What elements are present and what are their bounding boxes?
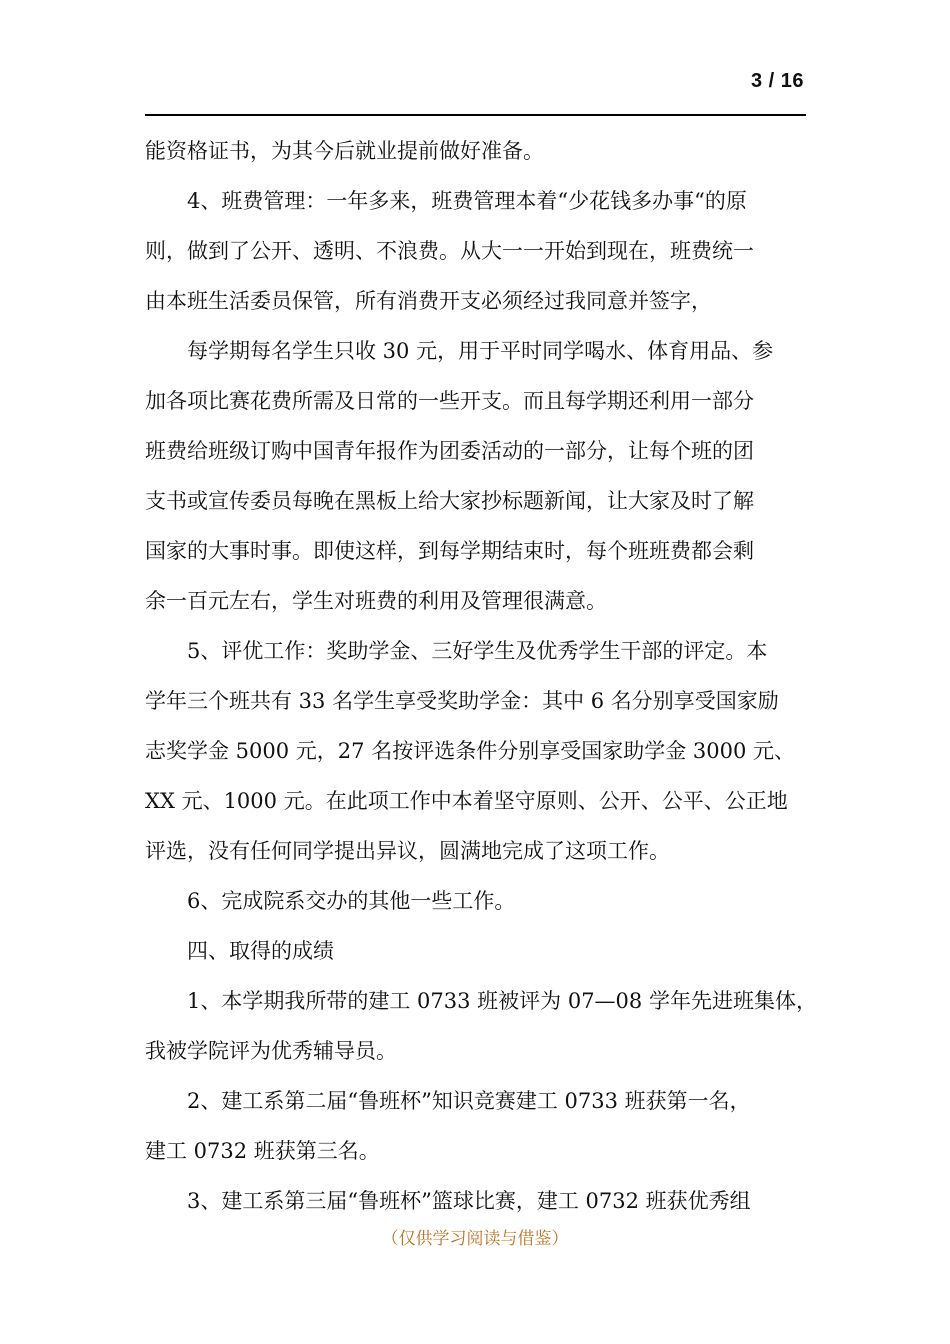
page-number: 3 / 16 [750,70,804,92]
text-line: 5、评优工作：奖助学金、三好学生及优秀学生干部的评定。本 [187,639,768,663]
text-line: 余一百元左右，学生对班费的利用及管理很满意。 [145,589,607,613]
text-line: 建工 0732 班获第三名。 [145,1139,380,1163]
text-line: 支书或宣传委员每晚在黑板上给大家抄标题新闻，让大家及时了解 [145,489,754,513]
text-line: 则，做到了公开、透明、不浪费。从大一一开始到现在，班费统一 [145,239,754,263]
text-line: 3、建工系第三届“鲁班杯”篮球比赛，建工 0732 班获优秀组 [187,1189,751,1213]
section-heading: 四、取得的成绩 [187,939,334,963]
text-line: 志奖学金 5000 元，27 名按评选条件分别享受国家助学金 3000 元、 [145,739,795,763]
text-line: 每学期每名学生只收 30 元，用于平时同学喝水、体育用品、参 [187,339,774,363]
text-line: 评选，没有任何同学提出异议，圆满地完成了这项工作。 [145,839,670,863]
text-line: 我被学院评为优秀辅导员。 [145,1039,397,1063]
text-line: 加各项比赛花费所需及日常的一些开支。而且每学期还利用一部分 [145,389,754,413]
header-divider [145,114,806,116]
text-line: 学年三个班共有 33 名学生享受奖助学金：其中 6 名分别享受国家励 [145,689,779,713]
text-line: 班费给班级订购中国青年报作为团委活动的一部分，让每个班的团 [145,439,754,463]
footer-note: （仅供学习阅读与借鉴） [381,1229,569,1249]
text-line: 能资格证书，为其今后就业提前做好准备。 [145,139,544,163]
text-line: 国家的大事时事。即使这样，到每学期结束时，每个班班费都会剩 [145,539,754,563]
text-line: XX 元、1000 元。在此项工作中本着坚守原则、公开、公平、公正地 [145,789,788,813]
text-line: 由本班生活委员保管，所有消费开支必须经过我同意并签字， [145,289,712,313]
text-line: 4、班费管理：一年多来，班费管理本着“少花钱多办事“的原 [187,189,747,213]
text-line: 6、完成院系交办的其他一些工作。 [187,889,516,913]
document-body [145,126,817,1226]
text-line: 1、本学期我所带的建工 0733 班被评为 07—08 学年先进班集体， [187,989,817,1013]
text-line: 2、建工系第二届“鲁班杯”知识竞赛建工 0733 班获第一名， [187,1089,751,1113]
